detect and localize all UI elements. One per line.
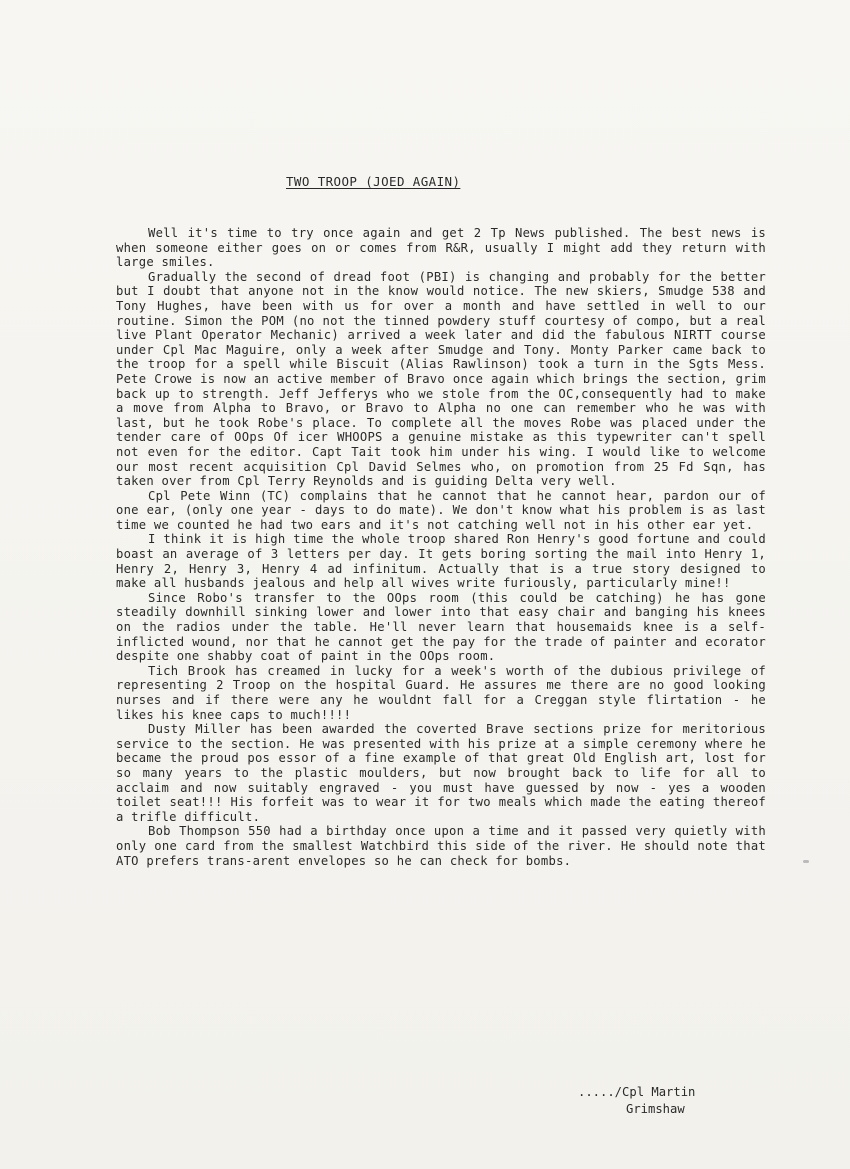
paragraph: Dusty Miller has been awarded the coverted Brave sections prize for meritorious service to the section. He was presented with his prize at a simple ceremony where he became the proud pos essor of a fine example of that great Old English art, lost for so many years to the plastic moulders, but now brought back to life for all to acclaim and now suitably engraved - you must have guessed by now - yes a wooden toilet seat!!! His forfeit was to wear it for two meals which made the eating thereof a trifle difficult. xyxy=(116,722,766,824)
paragraph: Gradually the second of dread foot (PBI) is changing and probably for the better but I doubt that anyone not in the know would notice. The new skiers, Smudge 538 and Tony Hughes, have been with us for over a month and have settled in well to our routine. Simon the POM (no not the tinned powdery stuff courtesy of compo, but a real live Plant Operator Mechanic) arrived a week later and did the fabulous NIRTT course under Cpl Mac Maguire, only a week after Smudge and Tony. Monty Parker came back to the troop for a spell while Biscuit (Alias Rawlinson) took a turn in the Sgts Mess. Pete Crowe is now an active member of Bravo once again which brings the section, grim back up to strength. Jeff Jefferys who we stole from the OC,consequently had to make a move from Alpha to Bravo, or Bravo to Alpha no one can remember who he was with last, but he took Robe's place. To complete all the moves Robe was placed under the tender care of OOps Of icer WHOOPS a genuine mistake as this typewriter can't spell not even for the editor. Capt Tait took him under his wing. I would like to welcome our most recent acquisition Cpl David Selmes who, on promotion from 25 Fd Sqn, has taken over from Cpl Terry Reynolds and is guiding Delta very well. xyxy=(116,269,766,489)
article-body xyxy=(116,226,766,868)
paragraph: Since Robo's transfer to the OOps room (this could be catching) he has gone steadily downhill sinking lower and lower into that easy chair and banging his knees on the radios under the table. He'll never learn that housemaids knee is a self-inflicted wound, nor that he cannot get the pay for the trade of painter and ecorator despite one shabby coat of paint in the OOps room. xyxy=(116,590,766,664)
signature-block xyxy=(578,1084,695,1118)
paper-speck xyxy=(803,860,809,863)
paragraph: Cpl Pete Winn (TC) complains that he cannot that he cannot hear, pardon our of one ear, (only one year - days to do mate). We don't know what his problem is as last time we counted he had two ears and it's not catching well not in his other ear yet. xyxy=(116,488,766,532)
paragraph: Well it's time to try once again and get 2 Tp News published. The best news is when someone either goes on or comes from R&R, usually I might add they return with large smiles. xyxy=(116,226,766,270)
paragraph: Bob Thompson 550 had a birthday once upon a time and it passed very quietly with only one card from the smallest Watchbird this side of the river. He should note that ATO prefers trans-arent envelopes so he can check for bombs. xyxy=(116,824,766,868)
signature-line: ...../Cpl Martin xyxy=(578,1085,696,1099)
paragraph: I think it is high time the whole troop shared Ron Henry's good fortune and could boast an average of 3 letters per day. It gets boring sorting the mail into Henry 1, Henry 2, Henry 3, Henry 4 ad infinitum. Actually that is a true story designed to make all husbands jealous and help all wives write furiously, particularly mine!! xyxy=(116,532,766,591)
signature-line: Grimshaw xyxy=(626,1102,685,1116)
paragraph: Tich Brook has creamed in lucky for a week's worth of the dubious privilege of representing 2 Troop on the hospital Guard. He assures me there are no good looking nurses and if there were any he wouldnt fall for a Creggan style flirtation - he likes his knee caps to much!!!! xyxy=(116,663,766,722)
page-title: TWO TROOP (JOED AGAIN) xyxy=(286,174,461,189)
